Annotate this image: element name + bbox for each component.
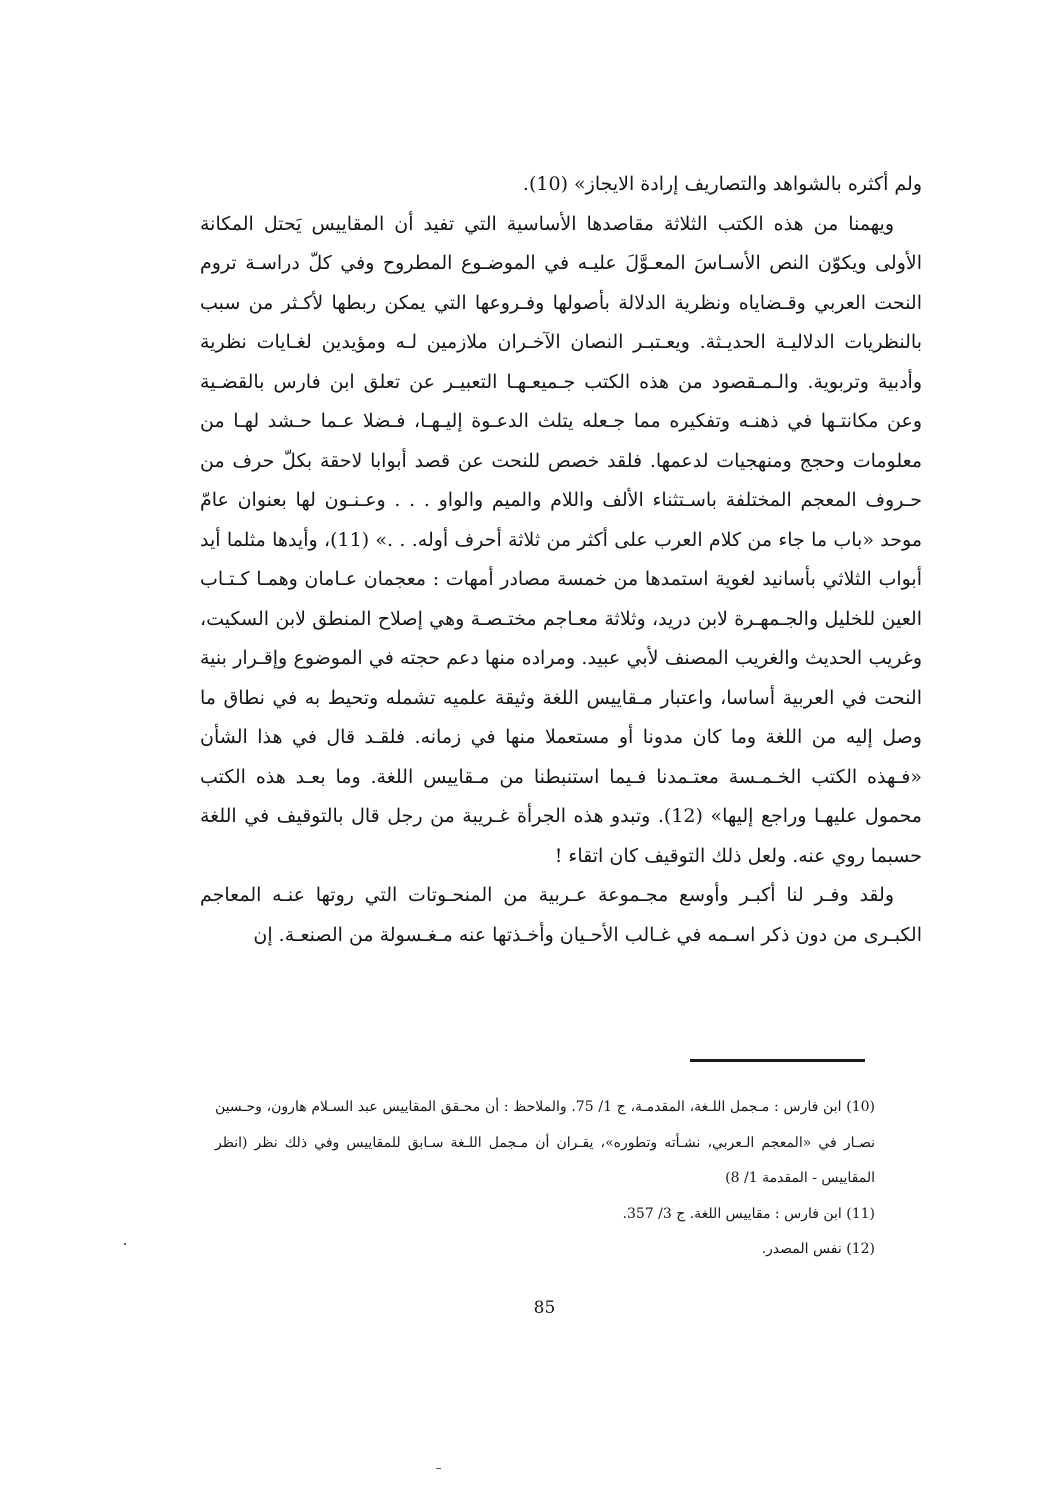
main-text (200, 165, 922, 955)
scan-speck (436, 1468, 441, 1469)
footnotes (215, 1090, 875, 1268)
scan-speck (124, 1243, 126, 1245)
footnote-12: (12) نفس المصدر. (761, 1241, 875, 1257)
paragraph-1: ولم أكثره بالشواهد والتصاريف إرادة الايجاز» (10). (522, 173, 922, 195)
page-number: 85 (533, 1298, 556, 1318)
footnote-11: (11) ابن فارس : مقاييس اللغة. ج 3/ 357. (622, 1205, 875, 1222)
footnote-10: (10) ابن فارس : مـجمل اللـغة، المقدمـة، ج 1/ 75. والملاحظ : أن محـقق المقاييس عبد السـلام هارون، وحـسين نصـار في «المعجم الـعربي، نشـأته وتطوره»، يقـران أن مـجمل اللـغة سـابق للمقاييس وفي ذلك نظر (انظر المقاييس - المقدمة 1/ 8) (215, 1099, 875, 1186)
paragraph-2: ويهمنا من هذه الكتب الثلاثة مقاصدها الأساسية التي تفيد أن المقاييس يَحتل المكانة الأولى ويكوّن النص الأسـاسَ المعـوَّلَ عليـه في الموضـوع المطروح وفي كلّ دراسـة تروم النحت العربي وقـضاياه ونظرية الدلالة بأصولها وفـروعها التي يمكن ربطها لأكـثر من سبب بالنظريات الدلاليـة الحديـثة. ويعـتبـر النصان الآخـران ملازمين لـه ومؤيدين لغـايات نظرية وأدبية وتربوية. والـمـقصود من هذه الكتب جـميعـهـا التعبيـر عن تعلق ابن فارس بالقضـية وعن مكانتـها في ذهنـه وتفكيره مما جـعله يتلث الدعـوة إليـهـا، فـضلا عـما حـشد لهـا من معلومات وحجج ومنهجيات لدعمها. فلقد خصص للنحت عن قصد أبوابا لاحقة بكلّ حرف من حـروف المعجم المختلفة باسـتثناء الألف واللام والميم والواو . . . وعـنـون لها بعنوان عامّ موحد «باب ما جاء من كلام العرب على أكثر من ثلاثة أحرف أوله. . .» (11)، وأيدها مثلما أيد أبواب الثلاثي بأسانيد لغوية استمدها من خمسة مصادر أمهات : معجمان عـامان وهمـا كـتـاب العين للخليل والجـمهـرة لابن دريد، وثلاثة معـاجم مختـصـة وهي إصلاح المنطق لابن السكيت، وغريب الحديث والغريب المصنف لأبي عبيد. ومراده منها دعم حجته في الموضوع وإقـرار بنية النحت في العربية أساسا، واعتبار مـقاييس اللغة وثيقة علميه تشمله وتحيط به في نطاق ما وصل إليه من اللغة وما كان مدونا أو مستعملا منها في زمانه. فلقـد قال في هذا الشأن «فـهذه الكتب الخـمـسة معتـمدنا فـيما استنبطنا من مـقاييس اللغة. وما بعـد هذه الكتب محمول عليهـا وراجع إليها» (12). وتبدو هذه الجرأة غـريبة من رجل قال بالتوقيف في اللغة حسبما روي عنه. ولعل ذلك التوقيف كان اتقاء ! (200, 212, 922, 867)
footnote-separator (690, 1059, 865, 1062)
paragraph-3: ولقد وفـر لنا أكبـر وأوسع مجـموعة عـربية من المنحـوتات التي روتها عنـه المعاجم الكبـرى من دون ذكر اسـمه في غـالب الأحـيان وأخـذتها عنه مـغـسولة من الصنعـة. إن (200, 884, 922, 946)
